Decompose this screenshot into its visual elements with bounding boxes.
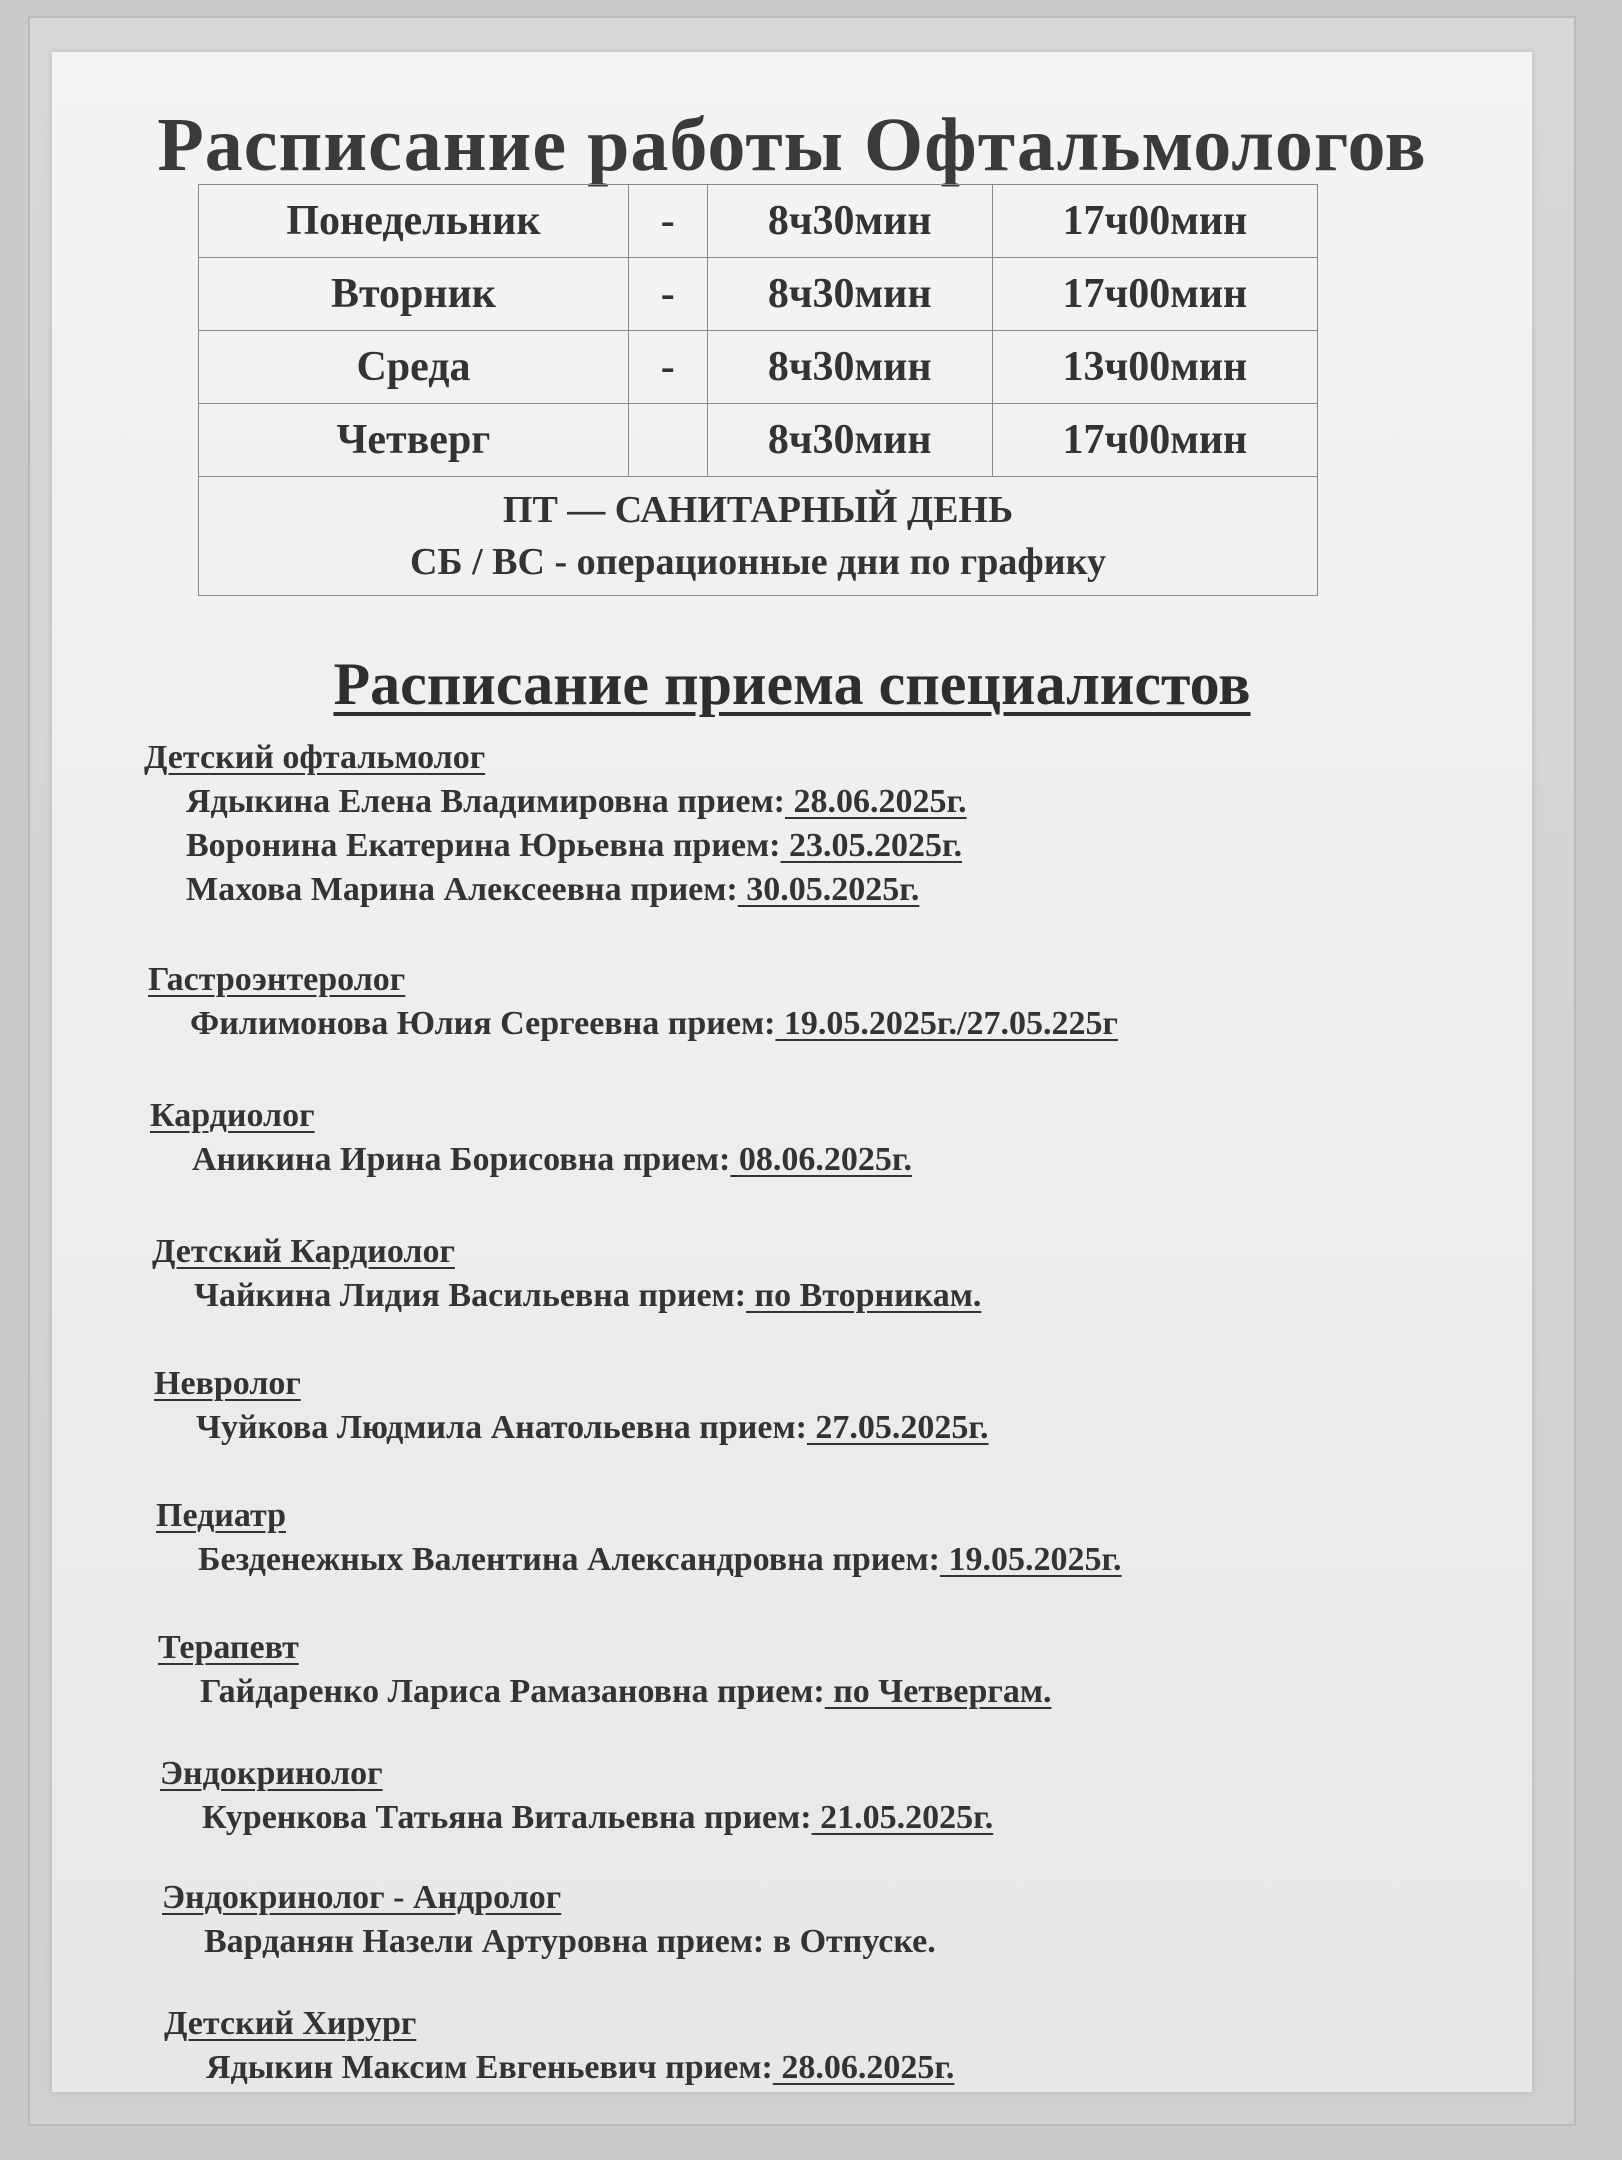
specialist-category: Терапевт (158, 1629, 299, 1666)
doctor-entry (150, 1138, 912, 1182)
doctor-name: Филимонова Юлия Сергеевна прием: (190, 1005, 776, 1042)
appointment-date: 28.06.2025г. (784, 783, 967, 820)
doctor-entry (154, 1406, 989, 1450)
ophthalmologist-schedule-table (198, 184, 1318, 596)
start-time-cell: 8ч30мин (707, 185, 992, 258)
specialist-group (158, 1626, 1052, 1714)
appointment-date: по Четвергам. (824, 1673, 1052, 1710)
specialist-category: Детский Хирург (164, 2005, 417, 2042)
doctor-name: Куренкова Татьяна Витальевна прием: (202, 1799, 812, 1836)
page-title: Расписание работы Офтальмологов (157, 103, 1427, 187)
specialist-group (150, 1094, 912, 1182)
doctor-entry (158, 1670, 1052, 1714)
doctor-name: Чайкина Лидия Васильевна прием: (194, 1277, 747, 1314)
specialists-title-text: Расписание приема специалистов (333, 651, 1251, 717)
start-time-cell: 8ч30мин (707, 258, 992, 331)
dash-cell: - (628, 185, 707, 258)
doctor-name: Гайдаренко Лариса Рамазановна прием: (200, 1673, 825, 1710)
specialist-category: Гастроэнтеролог (148, 961, 406, 998)
specialists-title (52, 650, 1532, 719)
specialist-group (152, 1230, 981, 1318)
appointment-date: 28.06.2025г. (772, 2049, 955, 2086)
table-row (199, 404, 1318, 477)
specialist-category: Детский офтальмолог (144, 739, 486, 776)
end-time-cell: 13ч00мин (992, 331, 1317, 404)
weekend-note: СБ / ВС - операционные дни по графику (410, 541, 1106, 583)
doctor-name: Воронина Екатерина Юрьевна прием: (186, 827, 781, 864)
specialist-category: Эндокринолог (160, 1755, 383, 1792)
day-cell: Вторник (199, 258, 629, 331)
specialist-category: Эндокринолог - Андролог (162, 1879, 562, 1916)
doctor-name: Ядыкин Максим Евгеньевич прием: (206, 2049, 773, 2086)
doctor-entry (156, 1538, 1122, 1582)
doctor-name: Безденежных Валентина Александровна прием: (198, 1541, 940, 1578)
appointment-date: 19.05.2025г. (939, 1541, 1122, 1578)
day-cell: Четверг (199, 404, 629, 477)
doctor-name: Ядыкина Елена Владимировна прием: (186, 783, 785, 820)
doctor-entry (164, 2046, 954, 2090)
appointment-date: 08.06.2025г. (730, 1141, 912, 1178)
end-time-cell: 17ч00мин (992, 258, 1317, 331)
table-row (199, 258, 1318, 331)
appointment-date: по Вторникам. (746, 1277, 982, 1314)
schedule-sheet (52, 52, 1532, 2092)
specialist-group (164, 2002, 954, 2090)
doctor-entry (162, 1920, 936, 1964)
end-time-cell: 17ч00мин (992, 185, 1317, 258)
end-time-cell: 17ч00мин (992, 404, 1317, 477)
start-time-cell: 8ч30мин (707, 331, 992, 404)
specialist-group (156, 1494, 1122, 1582)
doctor-name: Махова Марина Алексеевна прием: (186, 871, 738, 908)
table-row (199, 185, 1318, 258)
specialist-group (154, 1362, 989, 1450)
specialist-category: Невролог (154, 1365, 301, 1402)
notes-cell (199, 477, 1318, 596)
dash-cell (628, 404, 707, 477)
dash-cell: - (628, 258, 707, 331)
appointment-date: 23.05.2025г. (780, 827, 963, 864)
doctor-entry (144, 868, 967, 912)
doctor-name: Аникина Ирина Борисовна прием: (192, 1141, 731, 1178)
specialist-group (144, 736, 967, 912)
specialist-group (160, 1752, 993, 1840)
day-cell: Среда (199, 331, 629, 404)
table-row (199, 331, 1318, 404)
specialist-category: Кардиолог (150, 1097, 315, 1134)
appointment-date: 27.05.2025г. (806, 1409, 989, 1446)
specialist-group (162, 1876, 936, 1964)
doctor-entry (160, 1796, 993, 1840)
doctor-entry (144, 780, 967, 824)
specialist-category: Педиатр (156, 1497, 287, 1534)
appointment-date: 30.05.2025г. (737, 871, 920, 908)
appointment-date: 21.05.2025г. (811, 1799, 994, 1836)
doctor-entry (148, 1002, 1118, 1046)
friday-note: ПТ — САНИТАРНЫЙ ДЕНЬ (502, 489, 1014, 531)
doctor-name: Чуйкова Людмила Анатольевна прием: (196, 1409, 807, 1446)
specialist-category: Детский Кардиолог (152, 1233, 455, 1270)
specialist-group (148, 958, 1118, 1046)
doctor-entry (152, 1274, 981, 1318)
day-cell: Понедельник (199, 185, 629, 258)
dash-cell: - (628, 331, 707, 404)
table-row (199, 477, 1318, 596)
start-time-cell: 8ч30мин (707, 404, 992, 477)
appointment-date: 19.05.2025г./27.05.225г (775, 1005, 1118, 1042)
doctor-entry (144, 824, 967, 868)
doctor-name: Варданян Назели Артуровна прием: в Отпуске. (204, 1923, 936, 1960)
